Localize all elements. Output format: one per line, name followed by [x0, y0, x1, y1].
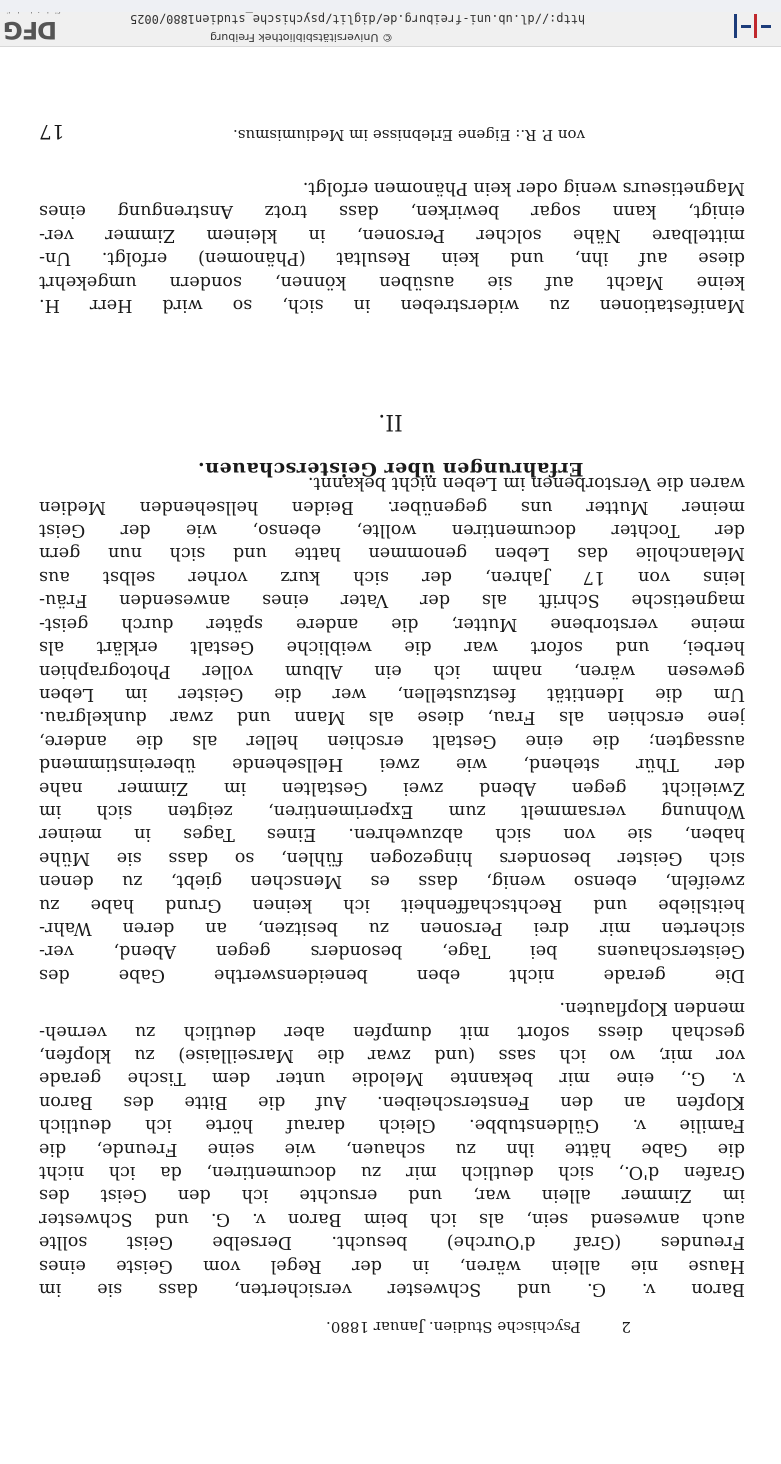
paragraph-baron: [39, 996, 745, 1300]
text-line: keine Macht auf sie ausüben können, sondern umgekehrt: [39, 271, 745, 292]
text-line: Grafen d'O., sich deutlich mir zu documentiren, da ich nicht: [39, 1161, 745, 1182]
text-line: aussagten; die eine Gestalt erschien heller als die andere,: [39, 730, 745, 751]
section-numeral: II.: [378, 409, 403, 434]
sheet-mark: 2: [621, 1318, 631, 1336]
source-url-link[interactable]: http://dl.ub.uni-freiburg.de/diglit/psychische_studien1880/0025: [130, 12, 586, 26]
paragraph-geisterschauen: [39, 471, 745, 986]
text-line: gewesen wären, nahm ich ein Album voller Photographien: [39, 660, 745, 681]
text-line: waren die Verstorbenen im Leben nicht bekannt.: [307, 473, 745, 494]
text-line: Melancholie das Leben genommen hatte und sich nun gern: [39, 543, 745, 564]
text-line: Klopfen an den Fensterscheiben. Auf die Bitte des Baron: [39, 1091, 745, 1112]
text-line: vor mir, wo ich sass (und zwar die Marseillaise) zu klopfen,: [39, 1044, 745, 1065]
section-title: Erfahrungen über Geisterschauen.: [197, 458, 584, 480]
text-line: zweifeln, ebenso wenig, dass es Menschen giebt, zu denen: [39, 871, 745, 892]
text-line: heitsliebe und Rechtschaffenheit ich keinen Grund habe zu: [39, 894, 745, 915]
text-line: jene erschien als Frau, diese als Mann und zwar dunkelgrau.: [39, 707, 745, 728]
text-line: Zwielicht gegen Abend zwei Gestalten im Zimmer nahe: [39, 777, 745, 798]
bottom-edge-strip: [0, 0, 781, 12]
text-line: einigt, kann sogar bewirken, dass trotz Anstrengung eines: [39, 201, 745, 222]
text-line: menden Klopflauten.: [559, 998, 745, 1019]
page-number: 17: [39, 120, 65, 144]
text-line: Manifestationen zu widerstreben in sich, so wird Herr H.: [39, 295, 745, 315]
text-line: der Thür stehend, wie zwei Hellsehende übereinstimmend: [39, 754, 745, 775]
text-line: Baron v. G. und Schwester versicherten, dass sie im: [39, 1279, 745, 1299]
text-line: herbei, und sofort war die weibliche Gestalt erklärt als: [39, 637, 745, 658]
text-line: Freundes (Graf d'Ourche) besucht. Derselbe Geist sollte: [39, 1232, 745, 1253]
text-line: auch anwesend sein, als ich beim Baron v. G. und Schwester: [39, 1208, 745, 1229]
text-line: sicherten mir drei Personen zu besitzen, an deren Wahr-: [39, 918, 745, 938]
text-line: v. G., eine mir bekannte Melodie unter dem Tische gerade: [39, 1068, 745, 1089]
dfg-logo-text: DFG: [4, 16, 58, 44]
text-line: haben, sie von sich abzuwehren. Eines Tages in meiner: [39, 824, 745, 845]
text-line: Familie v. Güldenstubbe. Gleich darauf hörte ich deutlich: [39, 1115, 745, 1136]
journal-title: Psychische Studien. Januar 1880.: [326, 1318, 581, 1336]
text-line: diese auf ihn, und kein Resultat (Phänomen) erfolgt. Un-: [39, 248, 745, 269]
text-line: mittelbare Nähe solcher Personen, in kleinem Zimmer ver-: [39, 224, 745, 245]
text-line: geschah diess sofort mit dumpfen aber deutlich zu verneh-: [39, 1021, 745, 1042]
paragraph-continued: [39, 176, 745, 316]
text-line: der Tochter documentiren wollte, ebenso, wie der Geist: [39, 520, 745, 541]
library-credit: © Universitätsbibliothek Freiburg: [210, 31, 393, 44]
text-line: Die gerade nicht eben beneidenswerthe Gabe des: [39, 964, 745, 985]
text-line: Geisterschauens bei Tage, besonders gegen Abend, ver-: [39, 941, 745, 962]
ub-freiburg-logo-icon: [721, 8, 771, 38]
text-line: leins von 17 Jahren, der sich kurz vorher selbst aus: [39, 566, 745, 587]
text-line: magnetische Schrift als der Vater eines anwesenden Fräu-: [39, 590, 745, 611]
text-line: Hause nie allein wären, in der Regel vom Geiste eines: [39, 1255, 745, 1276]
text-line: Magnetiseurs wenig oder kein Phänomen erfolgt.: [302, 177, 745, 198]
text-line: Um die Identität festzustellen, wer die Geister im Leben: [39, 683, 745, 704]
text-line: meine verstorbene Mutter, die andere später durch geist-: [39, 613, 745, 634]
text-line: die Gabe hätte ihn zu schauen, wie seine Freunde, die: [39, 1138, 745, 1159]
text-line: im Zimmer allein war, und ersuchte ich den Geist des: [39, 1185, 745, 1206]
running-title: von P. R.: Eigene Erlebnisse im Mediumismus.: [233, 126, 585, 144]
text-line: meiner Mutter uns gegenüber. Beiden hellsehenden Medien: [39, 496, 745, 517]
text-line: sich Geister besonders hingezogen fühlen, so dass sie Mühe: [39, 847, 745, 868]
text-line: Wohnung versammelt zum Experimentiren, zeigten sich im: [39, 800, 745, 821]
